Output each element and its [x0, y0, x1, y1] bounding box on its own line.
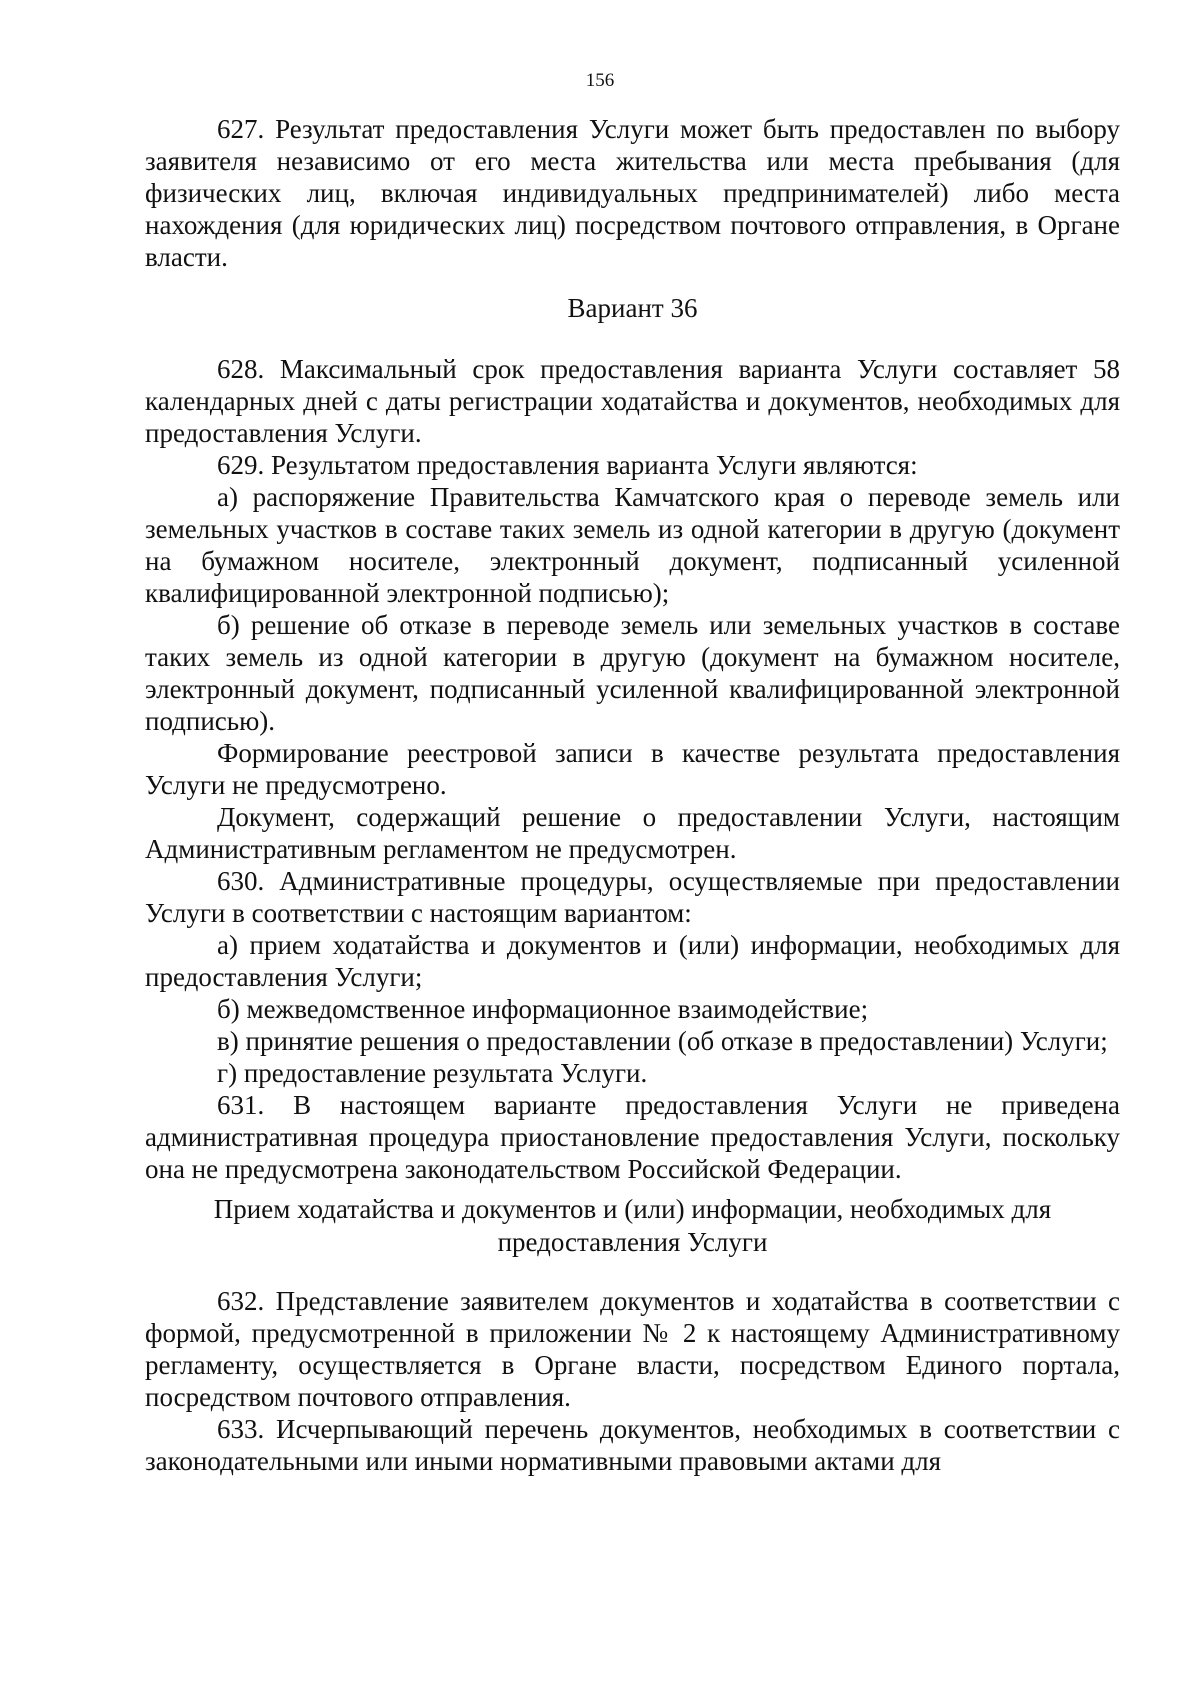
paragraph-registry-record: Формирование реестровой записи в качестве результата предоставления Услуги не предусмотрено.: [145, 738, 1120, 800]
paragraph-block-627: [145, 113, 1120, 273]
paragraph-629: 629. Результатом предоставления варианта Услуги являются:: [217, 450, 918, 480]
heading-application-intake: [145, 1193, 1120, 1259]
paragraph-630: 630. Административные процедуры, осуществляемые при предоставлении Услуги в соответствии с настоящим вариантом:: [145, 866, 1120, 928]
paragraph-629-b: б) решение об отказе в переводе земель или земельных участков в составе таких земель из одной категории в другую (документ на бумажном носителе, электронный документ, подписанный усиленной квалифицированной электронной подписью).: [145, 610, 1120, 736]
paragraph-632: 632. Представление заявителем документов и ходатайства в соответствии с формой, предусмотренной в приложении № 2 к настоящему Административному регламенту, осуществляется в Органе власти, посредством Единого портала, посредством почтового отправления.: [145, 1286, 1120, 1412]
paragraph-629-a: а) распоряжение Правительства Камчатского края о переводе земель или земельных участков в составе таких земель из одной категории в другую (документ на бумажном носителе, электронный документ, подписанный усиленной квалифицированной электронной подписью);: [145, 482, 1120, 608]
paragraph-decision-document: Документ, содержащий решение о предоставлении Услуги, настоящим Административным регламентом не предусмотрен.: [145, 802, 1120, 864]
heading-application-intake-line1: Прием ходатайства и документов и (или) информации, необходимых для: [213, 1194, 1052, 1224]
paragraph-630-v: в) принятие решения о предоставлении (об отказе в предоставлении) Услуги;: [217, 1026, 1108, 1056]
paragraph-627: 627. Результат предоставления Услуги может быть предоставлен по выбору заявителя независимо от его места жительства или места пребывания (для физических лиц, включая индивидуальных предпринимателей) либо места нахождения (для юридических лиц) посредством почтового отправления, в Органе власти.: [145, 114, 1120, 272]
paragraph-631: 631. В настоящем варианте предоставления Услуги не приведена административная процедура приостановление предоставления Услуги, поскольку она не предусмотрена законодательством Российской Федерации.: [145, 1090, 1120, 1184]
paragraph-630-b: б) межведомственное информационное взаимодействие;: [217, 994, 869, 1024]
paragraph-628: 628. Максимальный срок предоставления варианта Услуги составляет 58 календарных дней с даты регистрации ходатайства и документов, необходимых для предоставления Услуги.: [145, 354, 1120, 448]
heading-application-intake-line2: предоставления Услуги: [497, 1227, 768, 1257]
paragraph-633: 633. Исчерпывающий перечень документов, необходимых в соответствии с законодательными или иными нормативными правовыми актами для: [145, 1414, 1120, 1476]
heading-variant-36: Вариант 36: [567, 293, 698, 323]
page-number: 156: [585, 70, 615, 91]
paragraph-630-a: а) прием ходатайства и документов и (или) информации, необходимых для предоставления Услуги;: [145, 930, 1120, 992]
paragraph-630-g: г) предоставление результата Услуги.: [217, 1058, 648, 1088]
paragraph-block-628-631: [145, 353, 1120, 1185]
paragraph-block-632-633: [145, 1285, 1120, 1477]
